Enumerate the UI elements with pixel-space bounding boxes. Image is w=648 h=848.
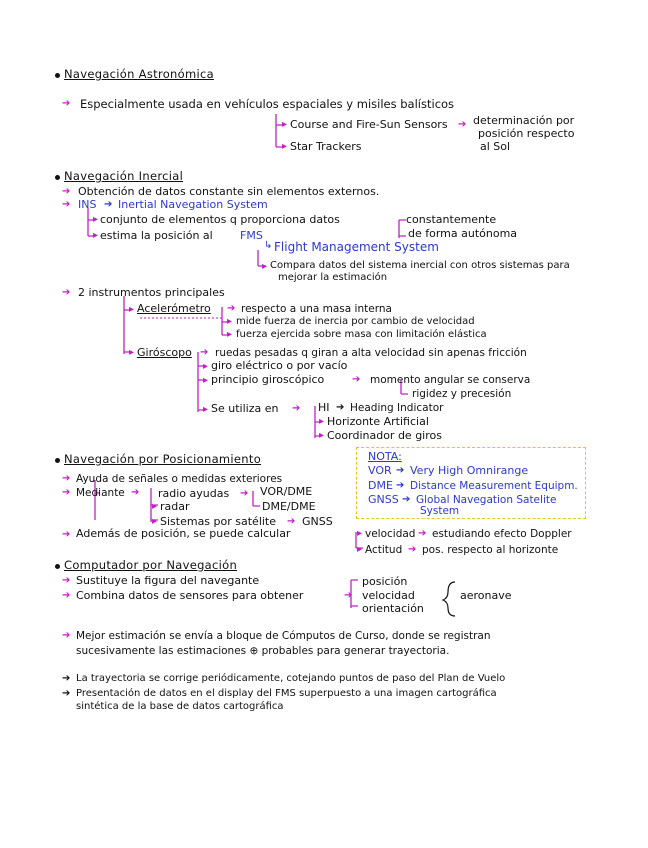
bullet: [55, 564, 60, 569]
arrow-icon: ➔: [396, 480, 405, 491]
ins-full: Inertial Navegation System: [118, 198, 268, 211]
ins-d1: constantemente: [406, 213, 497, 226]
arrow-icon: ➔: [352, 374, 361, 385]
arrow-icon: ➔: [62, 487, 71, 498]
comp-aeronave: aeronave: [460, 589, 512, 602]
astro-line-1: Especialmente usada en vehículos espaciales y misiles balísticos: [80, 97, 455, 111]
arrow-icon: ▸: [203, 404, 209, 415]
section-title-posicionamiento: Navegación por Posicionamiento: [64, 452, 262, 466]
arrow-icon: ➔: [62, 529, 71, 540]
mediante-label: Mediante: [76, 487, 125, 499]
arrow-icon: ➔: [62, 473, 71, 484]
giro-item-2: giro eléctrico o por vacío: [211, 359, 348, 372]
fms-full: Flight Management System: [274, 240, 439, 254]
fms-compare-1: Compara datos del sistema inercial con otros sistemas para: [270, 260, 570, 271]
ins-branch-2: estima la posición al: [100, 229, 213, 242]
comp-tray-1: La trayectoria se corrige periódicamente, cotejando puntos de paso del Plan de Vuelo: [76, 673, 506, 684]
arrow-icon: ▸: [129, 304, 135, 315]
se-utiliza-label: Se utiliza en: [211, 402, 279, 415]
uso-horizonte: Horizonte Artificial: [327, 415, 429, 428]
comp-posicion: posición: [362, 575, 408, 588]
giro-item-3a: momento angular se conserva: [370, 374, 531, 386]
arrow-icon: ➔: [287, 516, 296, 527]
arrow-icon: ➔: [336, 402, 345, 413]
ins-branch-1: conjunto de elementos q proporciona datos: [100, 213, 340, 226]
note-title: NOTA:: [368, 450, 402, 463]
arrow-icon: ▸: [319, 430, 325, 441]
ins-d2: de forma autónoma: [408, 227, 518, 240]
arrow-icon: ➔: [62, 186, 71, 197]
arrow-icon: ➔: [104, 199, 113, 210]
comp-line-2: Combina datos de sensores para obtener: [76, 589, 304, 602]
comp-line-1: Sustituye la figura del navegante: [76, 574, 260, 587]
pos-line-2: Además de posición, se puede calcular: [76, 527, 291, 540]
arrow-icon: ➔: [62, 98, 71, 109]
arrow-icon: ▸: [319, 416, 325, 427]
arrow-icon: ▸: [203, 375, 209, 386]
acel-item-1: respecto a una masa interna: [241, 303, 392, 315]
arrow-icon: ▸: [203, 361, 209, 372]
arrow-icon: ▸: [152, 516, 158, 527]
acel-item-3: fuerza ejercida sobre masa con limitación elástica: [236, 329, 487, 340]
arrow-icon: ➔: [227, 303, 236, 314]
note-dme: DME: [368, 479, 393, 492]
comp-tray-3: sintética de la base de datos cartográfica: [76, 701, 284, 712]
comp-tray-2: Presentación de datos en el display del FMS superpuesto a una imagen cartográfica: [76, 688, 497, 699]
uso-hi-full: Heading Indicator: [350, 402, 444, 414]
arrow-icon: ▸: [93, 214, 99, 225]
arrow-icon: ▸: [282, 119, 288, 130]
arrow-icon: ➔: [344, 590, 353, 601]
arrow-icon: ↳: [264, 240, 273, 251]
arrow-icon: ➔: [458, 119, 467, 130]
arrow-icon: ➔: [131, 487, 140, 498]
note-dme-full: Distance Measurement Equipm.: [410, 480, 578, 492]
comp-orientacion: orientación: [362, 602, 424, 615]
astro-branch-2: Star Trackers: [290, 140, 362, 153]
fms-compare-2: mejorar la estimación: [278, 272, 388, 283]
arrow-icon: ➔: [292, 403, 301, 414]
calc-actitud-detail: pos. respecto al horizonte: [422, 544, 559, 556]
bullet: [55, 458, 60, 463]
arrow-icon: ➔: [396, 465, 405, 476]
arrow-icon: ▸: [357, 544, 363, 555]
arrow-icon: ➔: [62, 199, 71, 210]
arrow-icon: ➔: [200, 347, 209, 358]
arrow-icon: ▸: [227, 316, 233, 327]
giro-item-1: ruedas pesadas q giran a alta velocidad sin apenas fricción: [215, 347, 527, 359]
section-title-computador: Computador por Navegación: [64, 558, 238, 572]
section-title-astronomica: Navegación Astronómica: [64, 67, 214, 81]
comp-velocidad: velocidad: [362, 589, 415, 602]
uso-hi: HI: [318, 401, 330, 414]
medio-gnss: GNSS: [302, 515, 333, 528]
acelerometro-label: Acelerómetro: [137, 302, 211, 315]
astro-result-1: determinación por: [473, 114, 575, 127]
bullet: [55, 73, 60, 78]
arrow-icon: ▸: [152, 501, 158, 512]
bullet: [55, 175, 60, 180]
arrow-icon: ➔: [62, 630, 71, 641]
arrow-icon: ▸: [262, 261, 268, 272]
arrow-icon: ➔: [62, 575, 71, 586]
giro-item-3: principio giroscópico: [211, 373, 325, 386]
arrow-icon: ▸: [282, 141, 288, 152]
giroscopo-label: Giróscopo: [137, 346, 192, 359]
note-gnss-full: Global Navegation Satelite: [416, 494, 557, 506]
ins-acronym: INS: [78, 198, 97, 211]
instrumentos-line: 2 instrumentos principales: [78, 286, 225, 299]
note-gnss: GNSS: [368, 493, 399, 506]
arrow-icon: ➔: [62, 590, 71, 601]
medio-vordme: VOR/DME: [260, 485, 313, 498]
note-vor-full: Very High Omnirange: [410, 464, 529, 477]
arrow-icon: ▸: [357, 528, 363, 539]
inercial-line-1: Obtención de datos constante sin elementos externos.: [78, 185, 380, 198]
uso-coordinador: Coordinador de giros: [327, 429, 442, 442]
astro-result-3: al Sol: [480, 140, 511, 153]
section-title-inercial: Navegación Inercial: [64, 169, 184, 183]
arrow-icon: ➔: [240, 488, 249, 499]
arrow-icon: ➔: [62, 673, 71, 684]
note-vor: VOR: [368, 464, 392, 477]
giro-item-3b: rigidez y precesión: [412, 388, 512, 400]
calc-velocidad: velocidad: [365, 528, 416, 540]
comp-para-1: Mejor estimación se envía a bloque de Cómputos de Curso, donde se registran: [76, 630, 491, 642]
arrow-icon: ➔: [408, 544, 417, 555]
arrow-icon: ▸: [129, 347, 135, 358]
arrow-icon: ➔: [402, 494, 411, 505]
arrow-icon: ▸: [227, 329, 233, 340]
arrow-icon: ➔: [418, 528, 427, 539]
calc-actitud: Actitud: [365, 544, 403, 556]
note-gnss-full-2: System: [420, 505, 460, 517]
pos-line-1: Ayuda de señales o medidas exteriores: [76, 473, 283, 485]
medio-dmedme: DME/DME: [262, 500, 316, 513]
medio-radio: radio ayudas: [158, 487, 230, 500]
calc-velocidad-detail: estudiando efecto Doppler: [432, 528, 572, 540]
astro-branch-1: Course and Fire-Sun Sensors: [290, 118, 448, 131]
arrow-icon: ➔: [62, 688, 71, 699]
medio-radar: radar: [160, 500, 190, 513]
acel-item-2: mide fuerza de inercia por cambio de velocidad: [236, 316, 475, 327]
comp-para-2: sucesivamente las estimaciones ⊕ probables para generar trayectoria.: [76, 645, 450, 657]
astro-result-2: posición respecto: [478, 127, 575, 140]
fms-acronym: FMS: [240, 229, 263, 242]
medio-satelite: Sistemas por satélite: [160, 515, 277, 528]
arrow-icon: ▸: [93, 230, 99, 241]
arrow-icon: ➔: [62, 287, 71, 298]
